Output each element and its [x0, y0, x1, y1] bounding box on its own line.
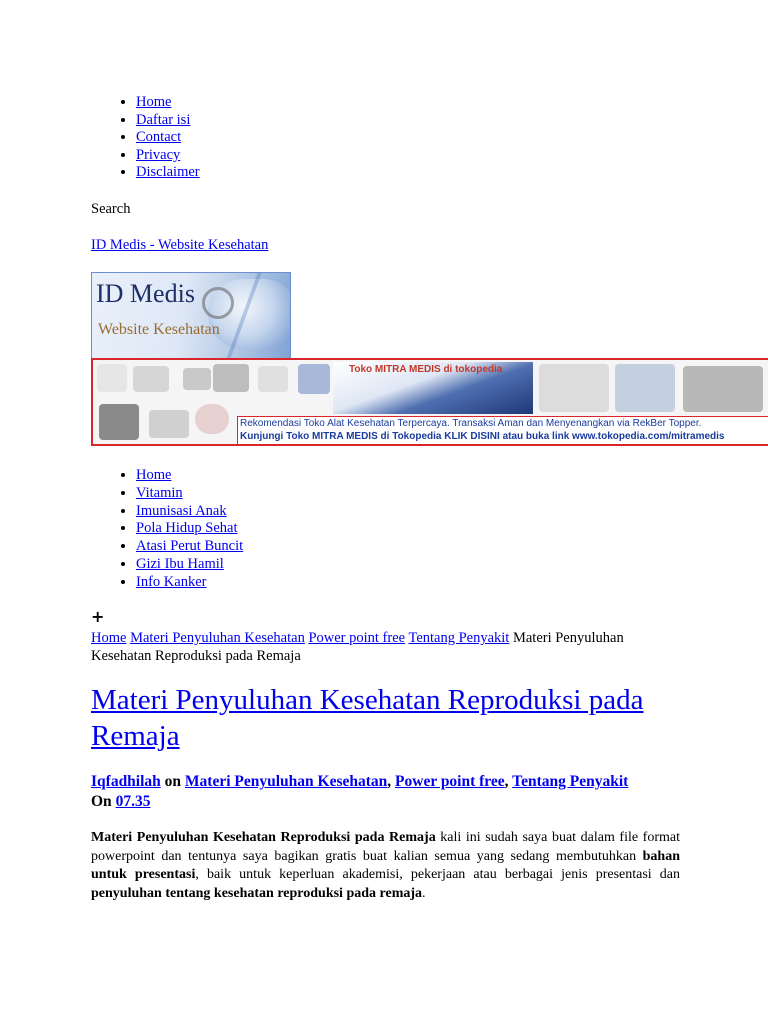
- product-image: [615, 364, 675, 412]
- main-nav-item: [136, 484, 243, 502]
- post-body: [91, 829, 680, 903]
- expand-plus-icon[interactable]: +: [91, 607, 105, 626]
- main-nav-pola-hidup-sehat-link[interactable]: Pola Hidup Sehat: [136, 520, 238, 537]
- top-nav-item: [136, 93, 200, 111]
- on-label: on: [164, 773, 182, 790]
- top-nav-disclaimer-link[interactable]: Disclaimer: [136, 164, 200, 181]
- product-image: [133, 366, 169, 392]
- body-bold-1: Materi Penyuluhan Kesehatan Reproduksi pada Remaja: [91, 830, 436, 845]
- product-image: [258, 366, 288, 392]
- top-nav-item: [136, 128, 200, 146]
- body-bold-3: penyuluhan tentang kesehatan reproduksi pada remaja: [91, 885, 423, 901]
- main-navigation: [0, 466, 243, 591]
- breadcrumb-current: Materi Penyuluhan Kesehatan Reproduksi pada Remaja: [91, 630, 624, 664]
- banner-line-1: Rekomendasi Toko Alat Kesehatan Terpercaya. Transaksi Aman dan Menyenangkan via RekBer Topper.: [240, 418, 702, 429]
- main-nav-item: [136, 555, 243, 573]
- body-text-3: .: [422, 885, 426, 901]
- main-nav-item: [136, 502, 243, 520]
- breadcrumb-tentang-penyakit-link[interactable]: Tentang Penyakit: [408, 630, 510, 646]
- main-nav-item: [136, 519, 243, 537]
- top-nav-item: [136, 163, 200, 181]
- time-label: On: [91, 793, 112, 810]
- main-nav-item: [136, 466, 243, 484]
- banner-headline: Toko MITRA MEDIS di tokopedia: [349, 364, 503, 375]
- product-image: [183, 368, 211, 390]
- body-bold-2: bahan untuk presentasi: [91, 848, 680, 882]
- logo-subtitle: Website Kesehatan: [98, 321, 220, 338]
- main-nav-atasi-perut-buncit-link[interactable]: Atasi Perut Buncit: [136, 538, 244, 555]
- logo-title: ID Medis: [96, 279, 195, 308]
- breadcrumb-home-link[interactable]: Home: [91, 630, 127, 646]
- product-image: [298, 364, 330, 394]
- top-nav-item: [136, 146, 200, 164]
- breadcrumb: [91, 629, 671, 665]
- main-nav-gizi-ibu-hamil-link[interactable]: Gizi Ibu Hamil: [136, 555, 224, 572]
- main-nav-info-kanker-link[interactable]: Info Kanker: [136, 573, 207, 590]
- product-image: [683, 366, 763, 412]
- top-nav-home-link[interactable]: Home: [136, 94, 172, 110]
- post-time-link[interactable]: 07.35: [115, 793, 151, 810]
- product-image: [539, 364, 609, 412]
- site-title-link[interactable]: ID Medis - Website Kesehatan: [91, 237, 269, 253]
- banner-line-2[interactable]: Kunjungi Toko MITRA MEDIS di Tokopedia KLIK DISINI atau buka link www.tokopedia.com/mitramedis: [240, 431, 725, 442]
- stethoscope-icon: [202, 287, 234, 319]
- banner-text-box: [237, 416, 768, 446]
- product-image: [149, 410, 189, 438]
- site-logo[interactable]: [91, 272, 291, 360]
- category-link-powerpoint[interactable]: Power point free: [395, 773, 505, 790]
- main-nav-home-link[interactable]: Home: [136, 467, 172, 483]
- post-meta: Iqfadhilah on Materi Penyuluhan Kesehatan, Power point free, Tentang Penyakit On 07.35: [91, 773, 629, 810]
- category-link-tentang-penyakit[interactable]: Tentang Penyakit: [512, 773, 629, 790]
- advertisement-banner[interactable]: [91, 358, 768, 446]
- top-nav-privacy-link[interactable]: Privacy: [136, 146, 181, 163]
- product-image: [97, 364, 127, 392]
- post-title-link[interactable]: Materi Penyuluhan Kesehatan Reproduksi pada Remaja: [91, 684, 644, 752]
- top-navigation: [0, 93, 200, 181]
- post-title: [91, 682, 691, 754]
- main-nav-item: [136, 537, 243, 555]
- top-nav-item: [136, 111, 200, 129]
- breadcrumb-powerpoint-link[interactable]: Power point free: [308, 630, 406, 646]
- author-link[interactable]: Iqfadhilah: [91, 773, 161, 790]
- body-text-1: kali ini sudah saya buat dalam file format powerpoint dan tentunya saya bagikan gratis buat kalian semua yang sedang membutuhkan: [91, 830, 680, 864]
- product-image: [195, 404, 229, 434]
- category-link-materi[interactable]: Materi Penyuluhan Kesehatan: [184, 773, 388, 790]
- search-label[interactable]: Search: [91, 201, 131, 217]
- body-text-2: , baik untuk keperluan akademisi, pekerjaan atau berbagai jenis presentasi dan: [195, 867, 681, 882]
- main-nav-vitamin-link[interactable]: Vitamin: [136, 484, 183, 501]
- breadcrumb-materi-link[interactable]: Materi Penyuluhan Kesehatan: [130, 630, 305, 646]
- top-nav-contact-link[interactable]: Contact: [136, 129, 182, 146]
- main-nav-item: [136, 573, 243, 591]
- main-nav-imunisasi-anak-link[interactable]: Imunisasi Anak: [136, 502, 227, 519]
- product-image: [99, 404, 139, 440]
- product-image: [213, 364, 249, 392]
- top-nav-daftar-isi-link[interactable]: Daftar isi: [136, 111, 191, 128]
